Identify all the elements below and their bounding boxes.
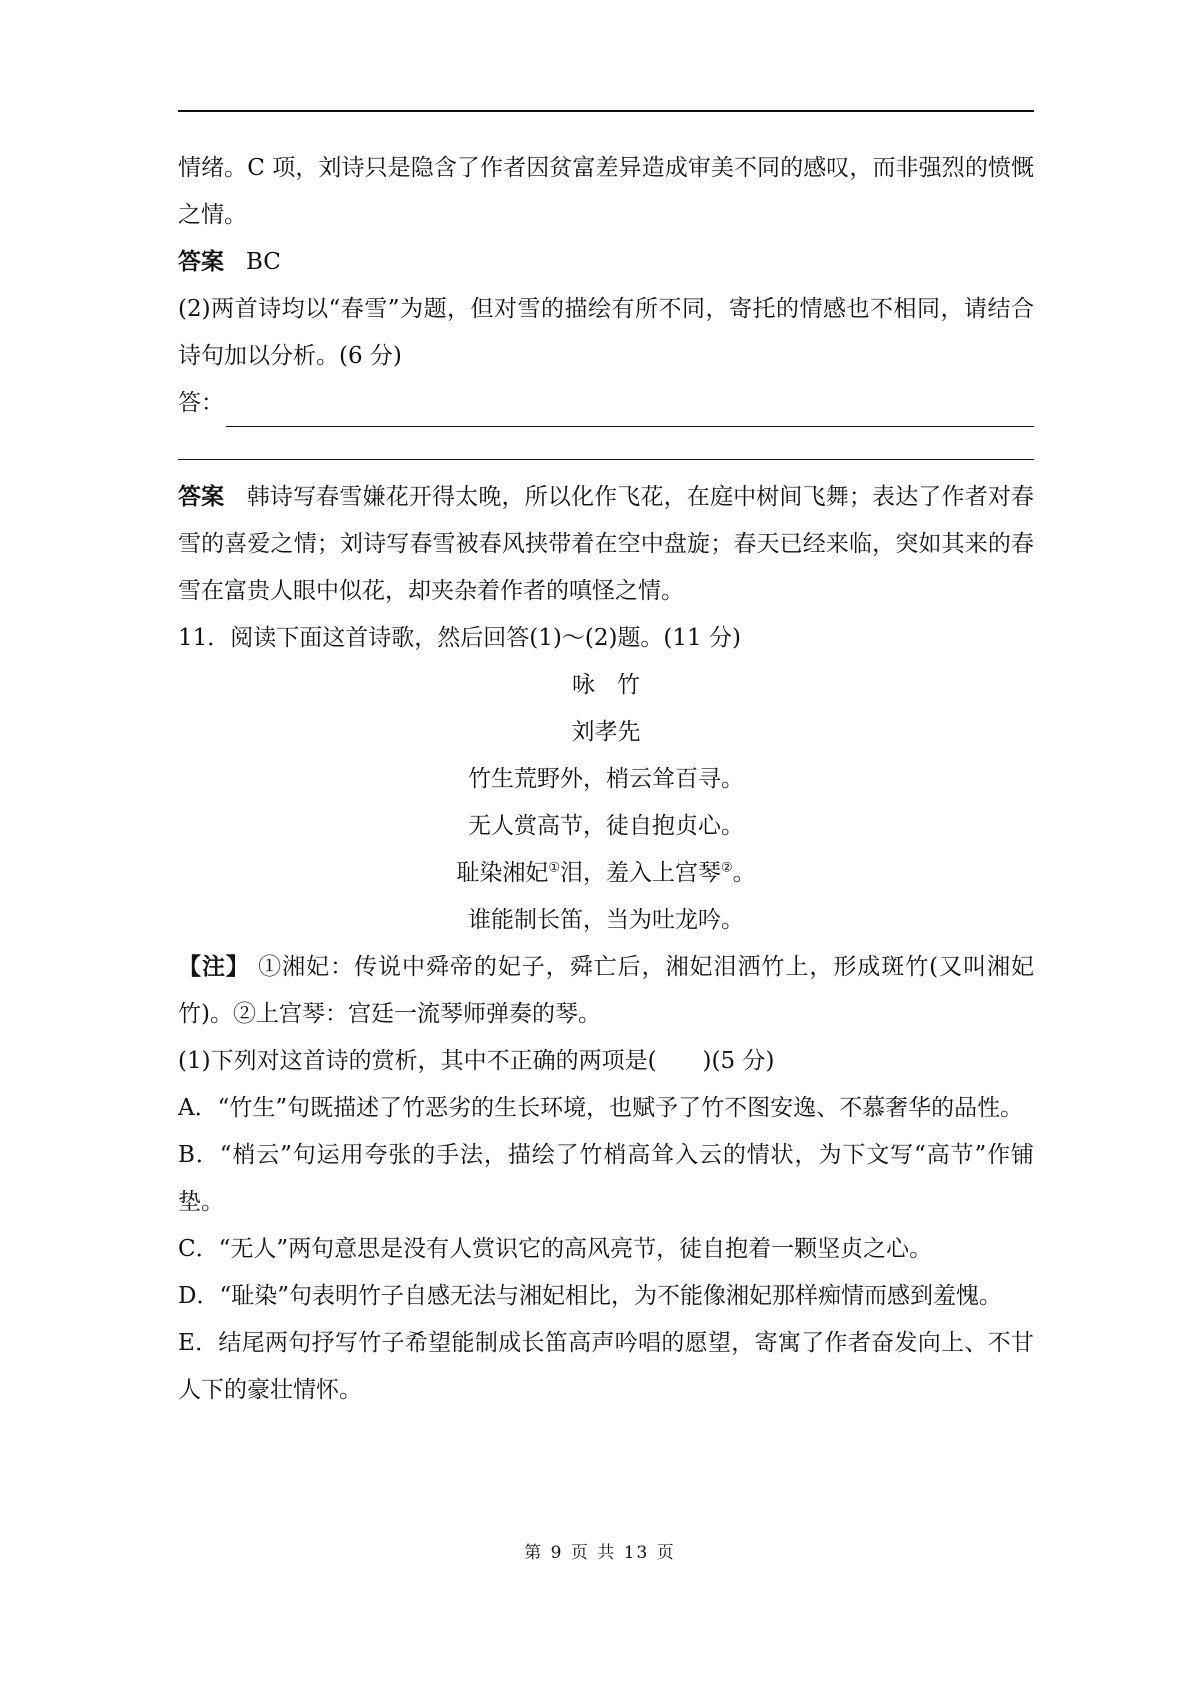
poem-line: 竹生荒野外，梢云耸百寻。	[468, 766, 744, 792]
poem-line	[178, 850, 1034, 897]
answer-label: 答案	[178, 249, 224, 275]
option-a: A．“竹生”句既描述了竹恶劣的生长环境，也赋予了竹不图安逸、不慕奢华的品性。	[178, 1095, 1024, 1121]
poem-text: 泪，羞入上宫琴	[560, 860, 721, 886]
paragraph-analysis: 情绪。C 项，刘诗只是隐含了作者因贫富差异造成审美不同的感叹，而非强烈的愤慨之情。	[178, 155, 1034, 228]
page-footer: 第 9 页 共 13 页	[524, 1543, 676, 1563]
option-b: B．“梢云”句运用夸张的手法，描绘了竹梢高耸入云的情状，为下文写“高节”作铺垫。	[178, 1142, 1034, 1215]
answer-blank-line-1	[178, 380, 1034, 427]
poem-text: 。	[732, 860, 756, 886]
note-tag: 【注】	[178, 954, 250, 980]
answer-prompt: 答：	[178, 390, 224, 416]
option-d: D．“耻染”句表明竹子自感无法与湘妃相比，为不能像湘妃那样痴情而感到羞愧。	[178, 1283, 1002, 1309]
poem-note	[178, 944, 1034, 1038]
answer-text: 韩诗写春雪嫌花开得太晚，所以化作飞花，在庭中树间飞舞；表达了作者对春雪的喜爱之情；刘诗写春雪被春风挟带着在空中盘旋；春天已经来临，突如其来的春雪在富贵人眼中似花，却夹杂着作者的嗔怪之情。	[178, 484, 1035, 604]
note-text: ①湘妃：传说中舜帝的妃子，舜亡后，湘妃泪洒竹上，形成斑竹(又叫湘妃竹)。②上宫琴：宫廷一流琴师弹奏的琴。	[178, 954, 1035, 1027]
header-rule	[178, 110, 1034, 112]
answer-1	[178, 239, 1034, 286]
answer-text: BC	[245, 249, 281, 275]
answer-label: 答案	[178, 484, 225, 510]
option-c: C．“无人”两句意思是没有人赏识它的高风亮节，徒自抱着一颗坚贞之心。	[178, 1236, 933, 1262]
poem-title: 咏竹	[572, 672, 662, 698]
question-2: (2)两首诗均以“春雪”为题，但对雪的描绘有所不同，寄托的情感也不相同，请结合诗句加以分析。(6 分)	[178, 296, 1034, 369]
poem-text: 耻染湘妃	[456, 860, 549, 886]
poem-line: 谁能制长笛，当为吐龙吟。	[468, 907, 744, 933]
page-content	[178, 145, 1034, 1414]
poem-author: 刘孝先	[571, 719, 641, 745]
answer-blank-line-2	[178, 427, 1034, 474]
blank-line	[178, 459, 1034, 460]
question-1: (1)下列对这首诗的赏析，其中不正确的两项是( )(5 分)	[178, 1048, 775, 1074]
answer-2	[178, 474, 1034, 615]
footnote-marker: ①	[548, 860, 560, 876]
footnote-marker: ②	[721, 860, 733, 876]
question-11: 11．阅读下面这首诗歌，然后回答(1)～(2)题。(11 分)	[178, 625, 741, 651]
poem-line: 无人赏高节，徒自抱贞心。	[468, 813, 744, 839]
blank-line	[226, 394, 1034, 427]
option-e: E．结尾两句抒写竹子希望能制成长笛高声吟唱的愿望，寄寓了作者奋发向上、不甘人下的豪壮情怀。	[178, 1330, 1034, 1403]
